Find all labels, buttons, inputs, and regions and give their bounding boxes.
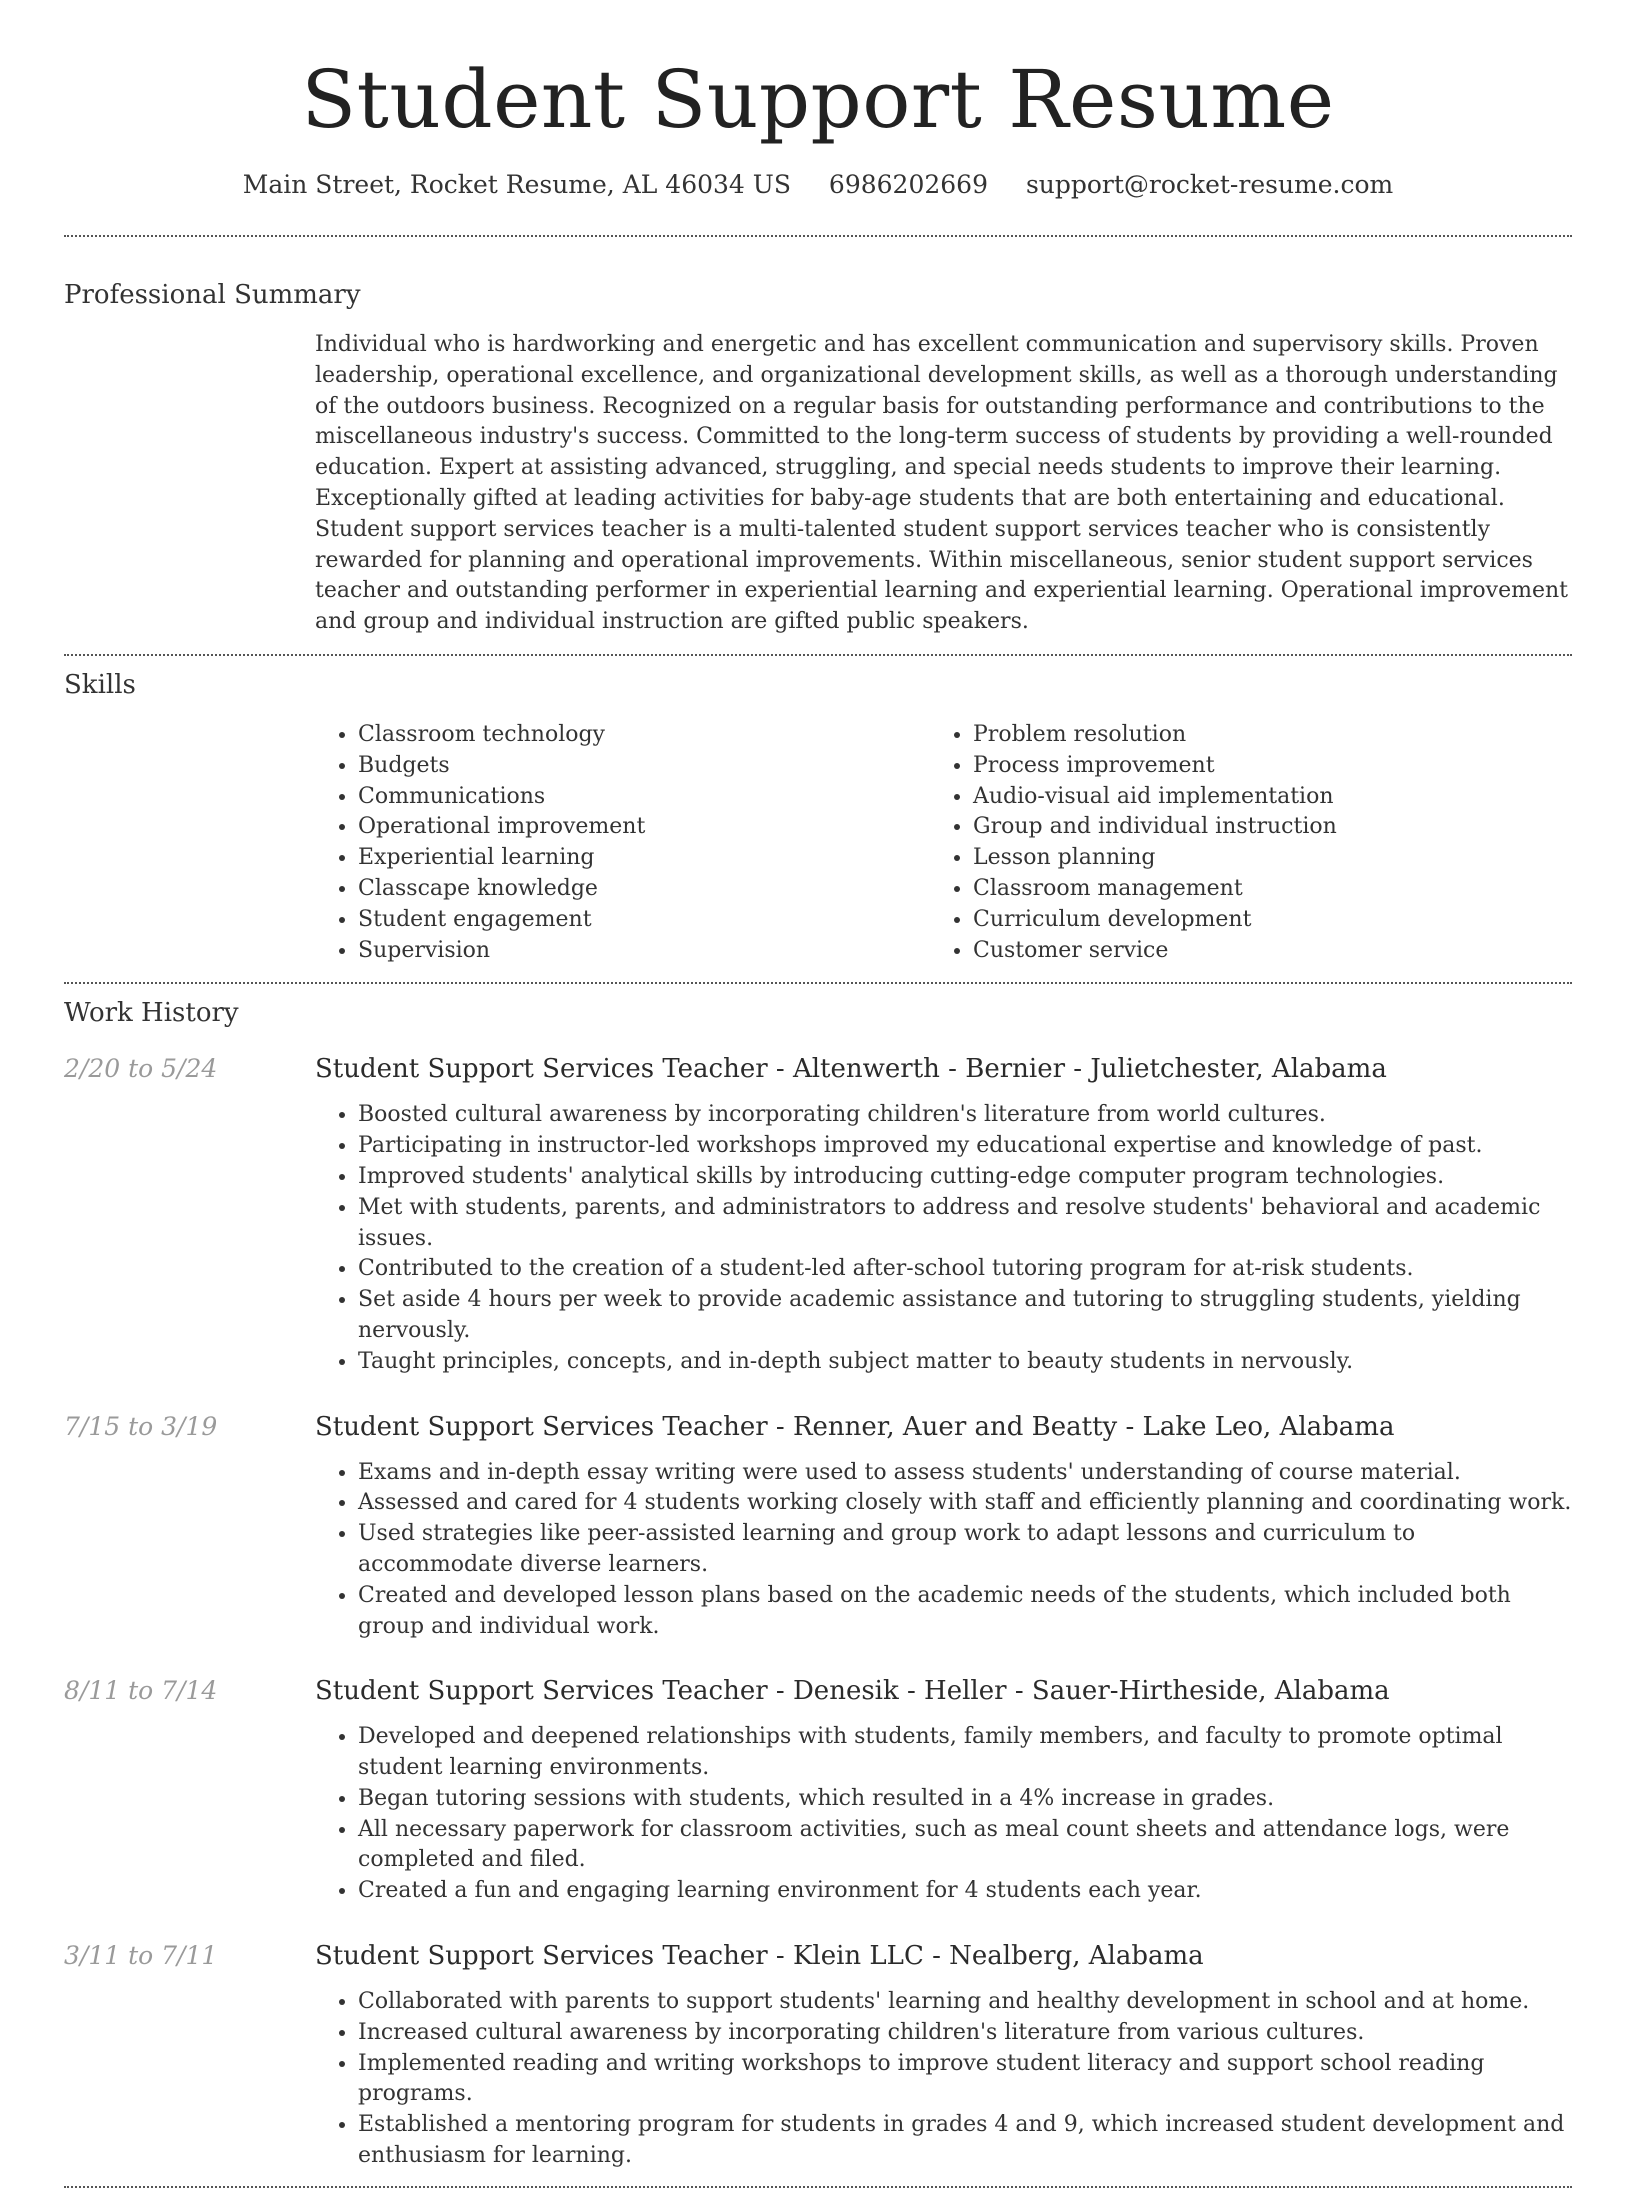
job-dates: 7/15 to 3/19 — [64, 1411, 218, 1441]
skill-item: • Group and individual instruction — [973, 812, 1545, 843]
skill-item: • Classroom management — [973, 874, 1545, 905]
job-details — [315, 1674, 1572, 1907]
job-title: Student Support Services Teacher - Renner, Auer and Beatty - Lake Leo, Alabama — [315, 1411, 1395, 1442]
job-title: Student Support Services Teacher - Altenwerth - Bernier - Julietchester, Alabama — [315, 1054, 1387, 1085]
section-divider — [64, 654, 1572, 656]
job-bullet: • Increased cultural awareness by incorporating children's literature from various cultures. — [358, 2018, 1572, 2049]
work-history-heading: Work History — [64, 998, 239, 1029]
job-bullets — [315, 1458, 1572, 1643]
job-details — [315, 1410, 1572, 1643]
resume-name: Student Support Resume — [301, 53, 1335, 146]
job-bullet: • Taught principles, concepts, and in-depth subject matter to beauty students in nervously. — [358, 1347, 1572, 1378]
contact-address: Main Street, Rocket Resume, AL 46034 US — [242, 170, 791, 199]
section-divider — [64, 235, 1572, 237]
skill-item: • Curriculum development — [973, 905, 1545, 936]
job-dates: 2/20 to 5/24 — [64, 1054, 218, 1084]
job-details — [315, 1939, 1572, 2172]
job-bullets — [315, 1987, 1572, 2172]
skill-item: • Student engagement — [358, 905, 930, 936]
job-bullet: • Met with students, parents, and administrators to address and resolve students' behavioral and academic issues. — [358, 1193, 1572, 1255]
skills-heading: Skills — [64, 669, 136, 700]
job-bullet: • Set aside 4 hours per week to provide academic assistance and tutoring to struggling students, yielding nervously. — [358, 1285, 1572, 1347]
resume-page — [64, 0, 1572, 2188]
skill-item: • Audio-visual aid implementation — [973, 782, 1545, 813]
skill-item: • Communications — [358, 782, 930, 813]
job-entry — [64, 1052, 1572, 1377]
skill-item: • Customer service — [973, 936, 1545, 967]
job-bullet: • Implemented reading and writing workshops to improve student literacy and support school reading programs. — [358, 2049, 1572, 2111]
contact-email: support@rocket-resume.com — [1025, 170, 1394, 199]
job-bullet: • Used strategies like peer-assisted learning and group work to adapt lessons and curriculum to accommodate diverse learners. — [358, 1519, 1572, 1581]
job-bullet: • Assessed and cared for 4 students working closely with staff and efficiently planning and coordinating work. — [358, 1488, 1572, 1519]
skills-column-left — [315, 720, 930, 966]
job-bullet: • Established a mentoring program for students in grades 4 and 9, which increased student development and enthusiasm for learning. — [358, 2110, 1572, 2172]
job-bullet: • All necessary paperwork for classroom activities, such as meal count sheets and attendance logs, were completed and filed. — [358, 1815, 1572, 1877]
job-entry — [64, 1674, 1572, 1907]
skill-item: • Operational improvement — [358, 812, 930, 843]
skill-item: • Supervision — [358, 936, 930, 967]
job-entry — [64, 1939, 1572, 2172]
skill-item: • Classcape knowledge — [358, 874, 930, 905]
skill-item: • Experiential learning — [358, 843, 930, 874]
job-entry — [64, 1410, 1572, 1643]
job-bullet: • Boosted cultural awareness by incorporating children's literature from world cultures. — [358, 1100, 1572, 1131]
contact-phone: 6986202669 — [828, 170, 988, 199]
skill-item: • Lesson planning — [973, 843, 1545, 874]
job-bullet: • Improved students' analytical skills by introducing cutting-edge computer program technologies. — [358, 1162, 1572, 1193]
skill-item: • Process improvement — [973, 751, 1545, 782]
job-dates: 8/11 to 7/14 — [64, 1676, 218, 1706]
job-bullet: • Created and developed lesson plans based on the academic needs of the students, which included both group and individual work. — [358, 1581, 1572, 1643]
job-bullet: • Began tutoring sessions with students, which resulted in a 4% increase in grades. — [358, 1784, 1572, 1815]
skills-column-right — [930, 720, 1545, 966]
job-bullet: • Created a fun and engaging learning environment for 4 students each year. — [358, 1876, 1572, 1907]
skill-item: • Problem resolution — [973, 720, 1545, 751]
job-bullet: • Participating in instructor-led workshops improved my educational expertise and knowledge of past. — [358, 1131, 1572, 1162]
job-details — [315, 1052, 1572, 1377]
skills-list — [315, 720, 1572, 966]
job-title: Student Support Services Teacher - Klein LLC - Nealberg, Alabama — [315, 1941, 1204, 1972]
job-dates: 3/11 to 7/11 — [64, 1941, 218, 1971]
summary-text: Individual who is hardworking and energetic and has excellent communication and supervisory skills. Proven leadership, operational excellence, and organizational development skills, as well as a thorough understanding of the outdoors business. Recognized on a regular basis for outstanding performance and contributions to the miscellaneous industry's success. Committed to the long-term success of students by providing a well-rounded education. Expert at assisting advanced, struggling, and special needs students to improve their learning. Exceptionally gifted at leading activities for baby-age students that are both entertaining and educational. Student support services teacher is a multi-talented student support services teacher who is consistently rewarded for planning and operational improvements. Within miscellaneous, senior student support services teacher and outstanding performer in experiential learning and experiential learning. Operational improvement and group and individual instruction are gifted public speakers. — [315, 332, 1569, 635]
job-bullet: • Contributed to the creation of a student-led after-school tutoring program for at-risk students. — [358, 1254, 1572, 1285]
job-bullets — [315, 1722, 1572, 1907]
contact-line — [64, 168, 1572, 202]
job-title: Student Support Services Teacher - Denesik - Heller - Sauer-Hirtheside, Alabama — [315, 1676, 1390, 1707]
job-bullets — [315, 1100, 1572, 1377]
skill-item: • Budgets — [358, 751, 930, 782]
skill-item: • Classroom technology — [358, 720, 930, 751]
summary-heading: Professional Summary — [64, 280, 361, 310]
job-bullet: • Collaborated with parents to support students' learning and healthy development in school and at home. — [358, 1987, 1572, 2018]
section-divider — [64, 982, 1572, 984]
job-bullet: • Developed and deepened relationships with students, family members, and faculty to promote optimal student learning environments. — [358, 1722, 1572, 1784]
job-bullet: • Exams and in-depth essay writing were used to assess students' understanding of course material. — [358, 1458, 1572, 1489]
